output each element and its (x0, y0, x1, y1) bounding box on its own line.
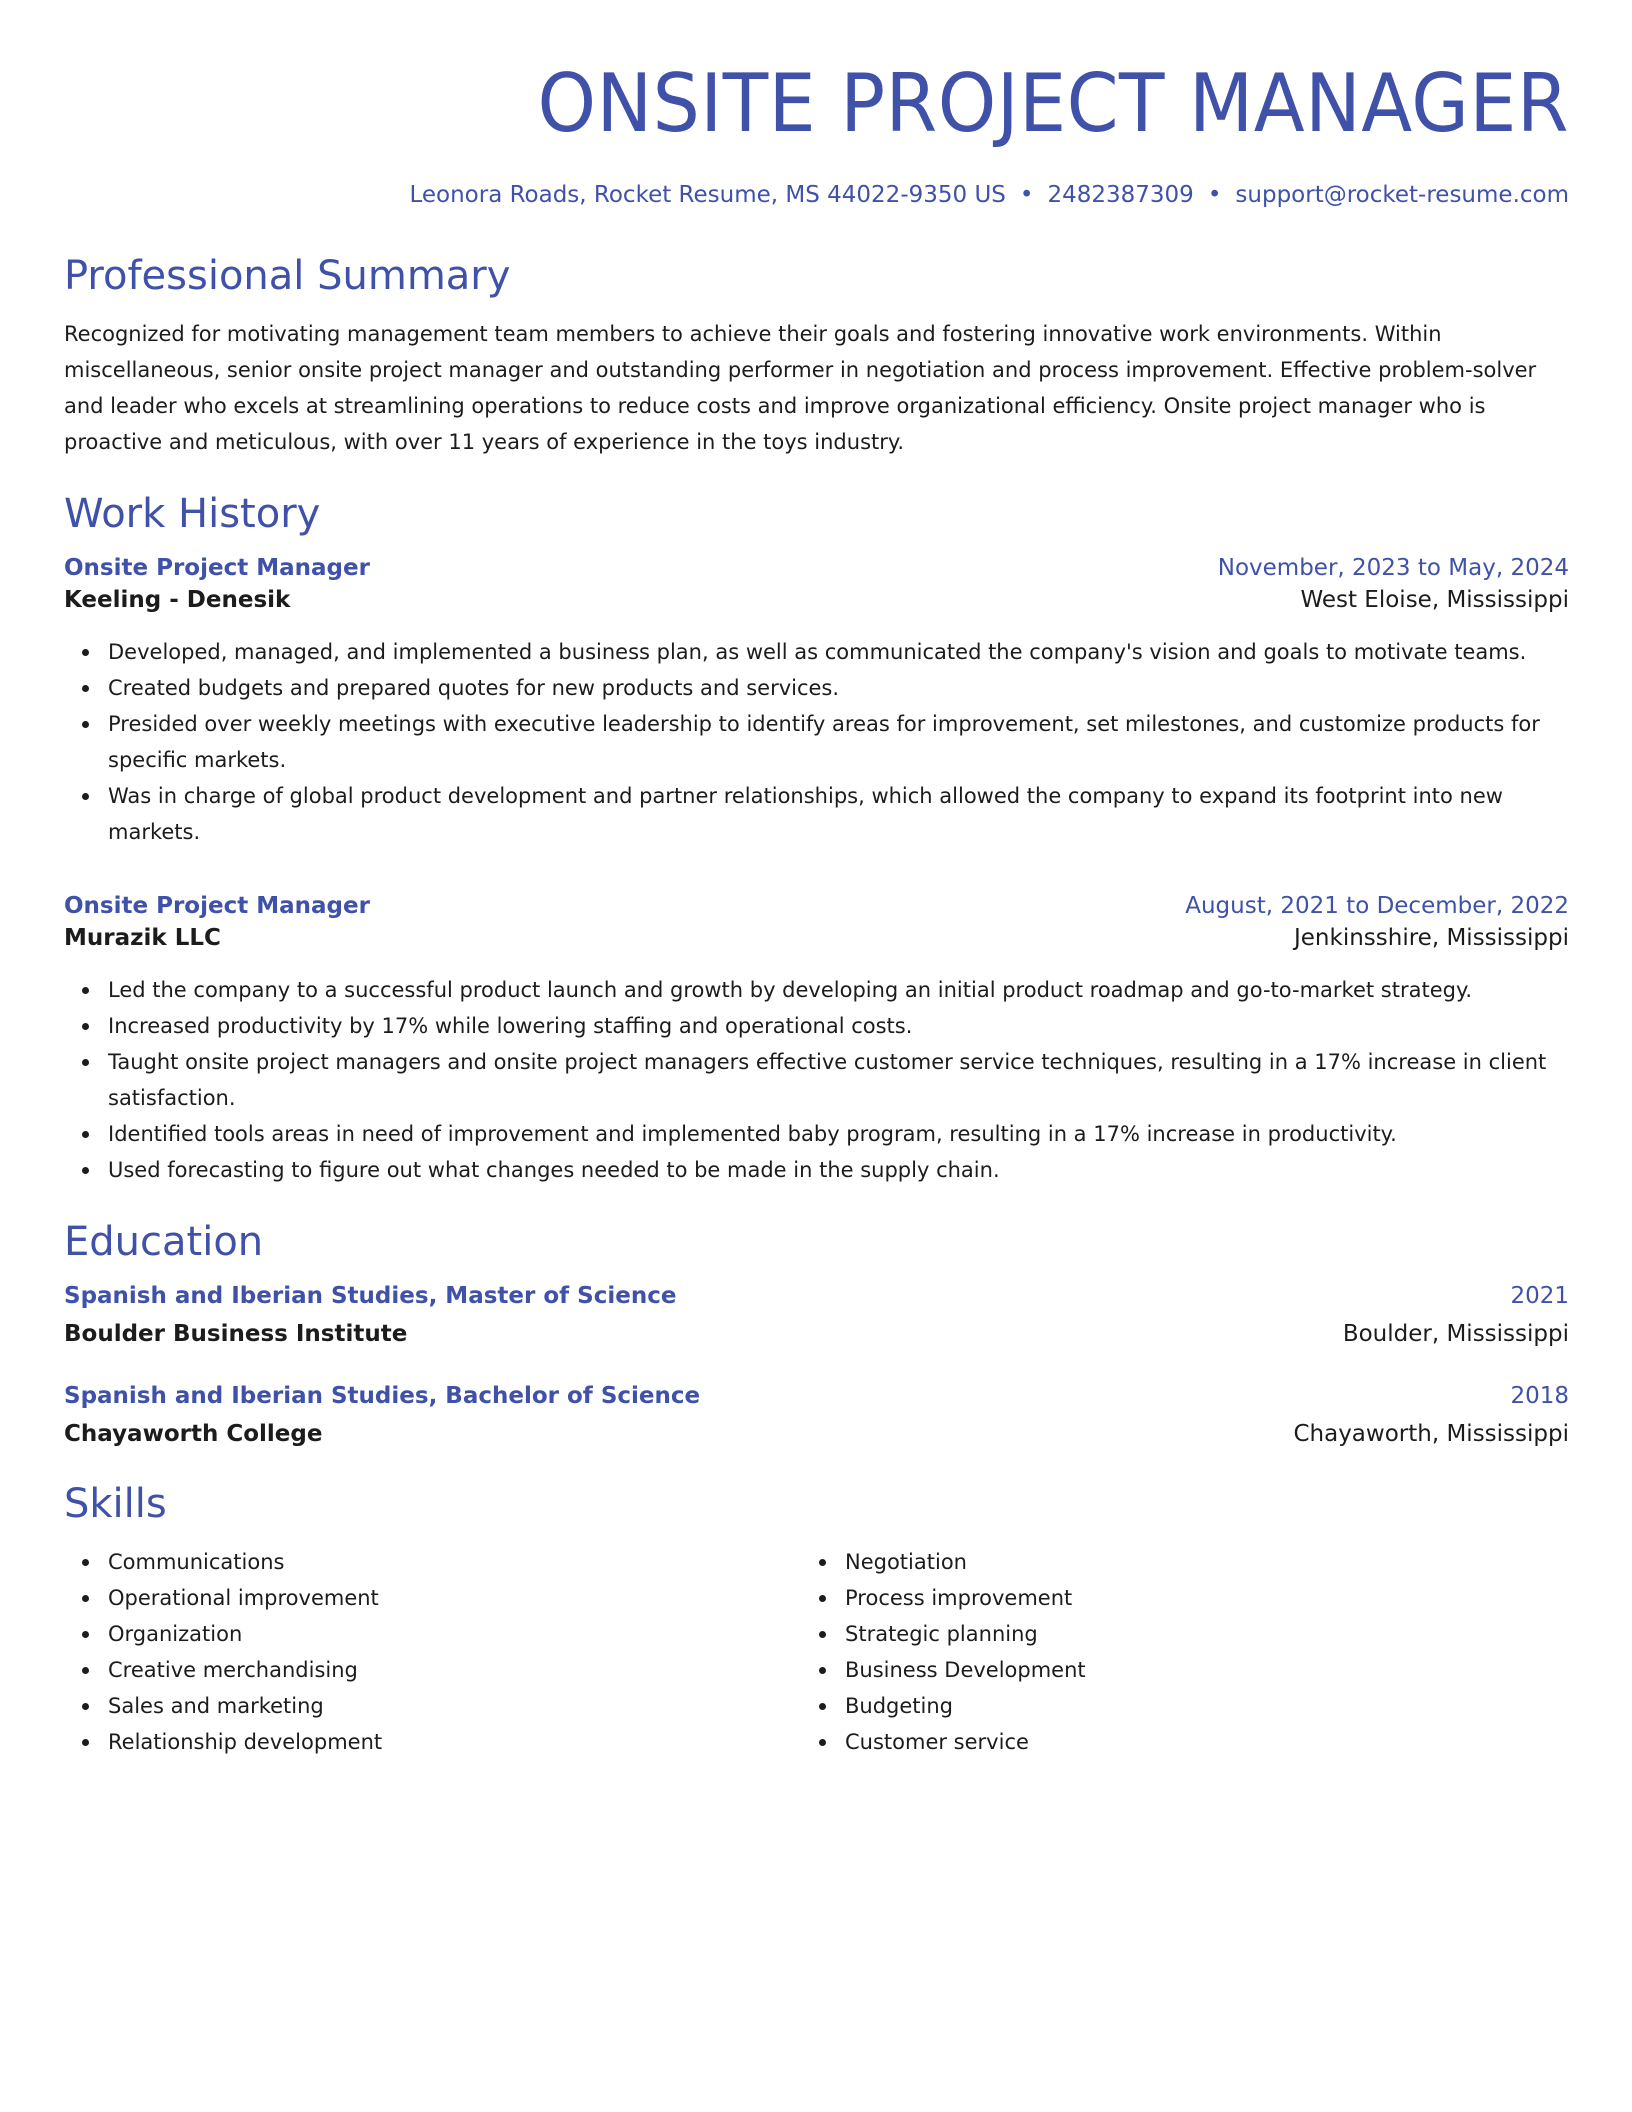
list-item: Developed, managed, and implemented a business plan, as well as communicated the company's vision and goals to motivate teams. (108, 634, 1569, 670)
contact-email[interactable]: support@rocket-resume.com (1235, 182, 1569, 208)
contact-line (64, 180, 1569, 210)
education-school: Boulder Business Institute (64, 1321, 408, 1347)
work-history-section (64, 490, 1569, 1188)
education-entry (64, 1380, 1569, 1450)
list-item: Created budgets and prepared quotes for new products and services. (108, 670, 1569, 706)
job-title: Onsite Project Manager (64, 893, 370, 919)
skill-item: Business Development (845, 1652, 1538, 1688)
skill-item: Communications (108, 1544, 801, 1580)
job-header-row (64, 552, 1569, 584)
job-location: West Eloise, Mississippi (1300, 587, 1569, 613)
job-company-row (64, 922, 1569, 954)
education-degree-row (64, 1280, 1569, 1312)
list-item: Identified tools areas in need of improvement and implemented baby program, resulting in a 17% increase in productivity. (108, 1116, 1569, 1152)
list-item: Led the company to a successful product launch and growth by developing an initial product roadmap and go-to-market strategy. (108, 972, 1569, 1008)
education-location: Boulder, Mississippi (1342, 1321, 1569, 1347)
education-degree-row (64, 1380, 1569, 1412)
section-title-summary: Professional Summary (64, 253, 511, 299)
job-dates: November, 2023 to May, 2024 (1217, 555, 1569, 581)
job-bullets (64, 634, 1569, 850)
education-entry (64, 1280, 1569, 1350)
contact-separator: • (1019, 182, 1034, 208)
list-item: Taught onsite project managers and onsite project managers effective customer service techniques, resulting in a 17% increase in client satisfaction. (108, 1044, 1569, 1116)
education-degree: Spanish and Iberian Studies, Bachelor of Science (64, 1383, 701, 1409)
job-company: Keeling - Denesik (64, 587, 291, 613)
education-year: 2018 (1510, 1383, 1569, 1409)
skill-item: Creative merchandising (108, 1652, 801, 1688)
contact-separator: • (1207, 182, 1222, 208)
skill-item: Sales and marketing (108, 1688, 801, 1724)
skill-item: Operational improvement (108, 1580, 801, 1616)
job-company-row (64, 584, 1569, 616)
skills-list-right (801, 1544, 1538, 1760)
skills-section (64, 1480, 1569, 1760)
skills-column-right (801, 1544, 1538, 1760)
skill-item: Customer service (845, 1724, 1538, 1760)
summary-text: Recognized for motivating management team members to achieve their goals and fostering innovative work environments. Within miscellaneous, senior onsite project manager and outstanding performer in negotiation and process improvement. Effective problem-solver and leader who excels at streamlining operations to reduce costs and improve organizational efficiency. Onsite project manager who is proactive and meticulous, with over 11 years of experience in the toys industry. (64, 322, 1537, 454)
job-entry (64, 552, 1569, 850)
education-degree: Spanish and Iberian Studies, Master of Science (64, 1283, 677, 1309)
job-header-row (64, 890, 1569, 922)
skill-item: Budgeting (845, 1688, 1538, 1724)
skill-item: Relationship development (108, 1724, 801, 1760)
education-school: Chayaworth College (64, 1421, 323, 1447)
skills-grid (64, 1544, 1569, 1760)
section-title-work-history: Work History (64, 491, 321, 537)
skill-item: Organization (108, 1616, 801, 1652)
job-location: Jenkinsshire, Mississippi (1294, 925, 1569, 951)
skills-list-left (64, 1544, 801, 1760)
education-school-row (64, 1318, 1569, 1350)
education-year: 2021 (1510, 1283, 1569, 1309)
skill-item: Process improvement (845, 1580, 1538, 1616)
list-item: Was in charge of global product development and partner relationships, which allowed the company to expand its footprint into new markets. (108, 778, 1569, 850)
education-section (64, 1218, 1569, 1450)
education-location: Chayaworth, Mississippi (1293, 1421, 1569, 1447)
list-item: Presided over weekly meetings with executive leadership to identify areas for improvement, set milestones, and customize products for specific markets. (108, 706, 1569, 778)
resume-header (64, 56, 1569, 210)
skill-item: Strategic planning (845, 1616, 1538, 1652)
job-bullets (64, 972, 1569, 1188)
education-school-row (64, 1418, 1569, 1450)
contact-address: Leonora Roads, Rocket Resume, MS 44022-9350 US (409, 182, 1006, 208)
section-title-skills: Skills (64, 1481, 167, 1527)
summary-section (64, 252, 1569, 460)
skill-item: Negotiation (845, 1544, 1538, 1580)
section-title-education: Education (64, 1219, 264, 1265)
contact-phone[interactable]: 2482387309 (1047, 182, 1194, 208)
list-item: Increased productivity by 17% while lowering staffing and operational costs. (108, 1008, 1569, 1044)
list-item: Used forecasting to figure out what changes needed to be made in the supply chain. (108, 1152, 1569, 1188)
job-title: Onsite Project Manager (64, 555, 370, 581)
job-dates: August, 2021 to December, 2022 (1185, 893, 1569, 919)
job-company: Murazik LLC (64, 925, 221, 951)
job-entry (64, 890, 1569, 1188)
candidate-title: ONSITE PROJECT MANAGER (537, 57, 1569, 150)
skills-column-left (64, 1544, 801, 1760)
